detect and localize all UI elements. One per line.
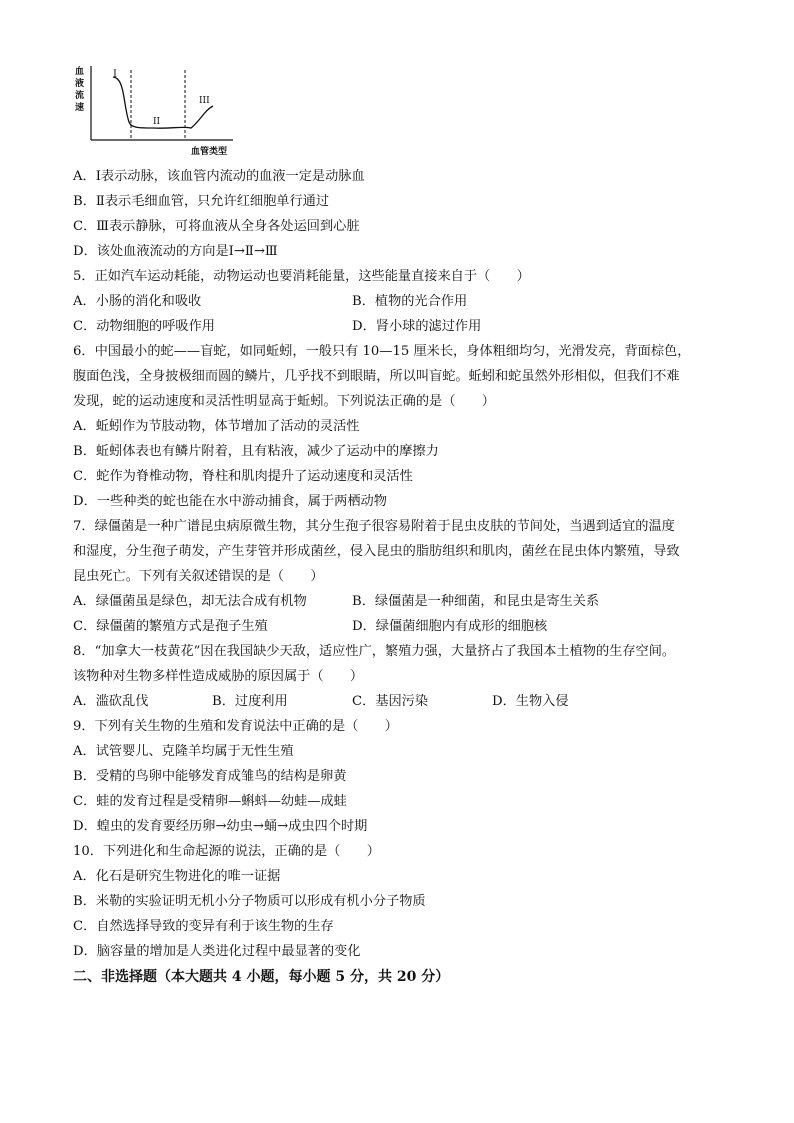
q8-option-a: A．滥砍乱伐: [73, 694, 149, 709]
q8-option-d: D．生物入侵: [492, 694, 569, 709]
q9-option-b: B．受精的鸟卵中能够发育成雏鸟的结构是卵黄: [73, 769, 347, 784]
q9-stem: 9．下列有关生物的生殖和发育说法中正确的是（ ）: [73, 719, 398, 734]
label-ii: II: [153, 117, 161, 127]
q7-stem-line: 和湿度，分生孢子萌发，产生芽管并形成菌丝，侵入昆虫的脂肪组织和肌肉，菌丝在昆虫体内繁殖，导致: [73, 544, 680, 559]
x-axis-label: 血管类型: [191, 147, 228, 157]
q10-option-c: C．自然选择导致的变异有利于该生物的生存: [73, 919, 334, 934]
q9-option-d: D．蝗虫的发育要经历卵→幼虫→蛹→成虫四个时期: [73, 819, 368, 834]
q10-option-a: A．化石是研究生物进化的唯一证据: [73, 869, 281, 884]
blood-flow-figure: [73, 62, 253, 160]
q8-stem-line: 该物种对生物多样性造成威胁的原因属于（ ）: [73, 669, 364, 684]
y-label-char: 速: [75, 103, 85, 113]
q6-stem-line: 6．中国最小的蛇——盲蛇，如同蚯蚓，一般只有 10—15 厘米长，身体粗细均匀，光滑发亮，背面棕色，: [73, 344, 691, 359]
q10-option-b: B．米勒的实验证明无机小分子物质可以形成有机小分子物质: [73, 894, 426, 909]
q5-option-d: D．肾小球的滤过作用: [352, 319, 482, 334]
q8-option-b: B．过度利用: [212, 694, 288, 709]
q9-option-c: C．蛙的发育过程是受精卵—蝌蚪—幼蛙—成蛙: [73, 794, 347, 809]
q5-stem: 5．正如汽车运动耗能，动物运动也要消耗能量，这些能量直接来自于（ ）: [73, 269, 530, 284]
q6-stem-line: 发现，蛇的运动速度和灵活性明显高于蚯蚓。下列说法正确的是（ ）: [73, 394, 495, 409]
q7-stem-line: 7．绿僵菌是一种广谱昆虫病原微生物，其分生孢子很容易附着于昆虫皮肤的节间处，当遇到适宜的温度: [73, 519, 675, 534]
q4-option-d: D．该处血液流动的方向是Ⅰ→Ⅱ→Ⅲ: [73, 244, 278, 259]
q6-option-a: A．蚯蚓作为节肢动物，体节增加了活动的灵活性: [73, 419, 360, 434]
q5-option-a: A．小肠的消化和吸收: [73, 294, 202, 309]
label-iii: III: [199, 96, 210, 106]
flow-speed-curve: [113, 77, 213, 128]
y-axis-label: [75, 65, 84, 113]
label-i: I: [113, 69, 117, 80]
q10-option-d: D．脑容量的增加是人类进化过程中最显著的变化: [73, 944, 361, 959]
q7-option-a: A．绿僵菌虽是绿色，却无法合成有机物: [73, 594, 307, 609]
q6-stem-line: 腹面色浅，全身披极细而圆的鳞片，几乎找不到眼睛，所以叫盲蛇。蚯蚓和蛇虽然外形相似，但我们不难: [73, 369, 680, 384]
q4-option-b: B．Ⅱ表示毛细血管，只允许红细胞单行通过: [73, 194, 330, 209]
q8-stem-line: 8．“加拿大一枝黄花”因在我国缺少天敌，适应性广，繁殖力强，大量挤占了我国本土植物的生存空间。: [73, 644, 676, 659]
q9-option-a: A．试管婴儿、克隆羊均属于无性生殖: [73, 744, 294, 759]
q7-option-d: D．绿僵菌细胞内有成形的细胞核: [352, 619, 548, 634]
q10-stem: 10．下列进化和生命起源的说法，正确的是（ ）: [73, 844, 380, 859]
q5-option-c: C．动物细胞的呼吸作用: [73, 319, 215, 334]
q4-option-c: C．Ⅲ表示静脉，可将血液从全身各处运回到心脏: [73, 219, 360, 234]
q5-option-b: B．植物的光合作用: [352, 294, 468, 309]
q8-option-c: C．基因污染: [352, 694, 429, 709]
y-label-char: 流: [75, 91, 85, 101]
q6-option-c: C．蛇作为脊椎动物，脊柱和肌肉提升了运动速度和灵活性: [73, 469, 413, 484]
q7-stem-line: 昆虫死亡。下列有关叙述错误的是（ ）: [73, 569, 324, 584]
q6-option-b: B．蚯蚓体表也有鳞片附着，且有粘液，减少了运动中的摩擦力: [73, 444, 439, 459]
q6-option-d: D．一些种类的蛇也能在水中游动捕食，属于两栖动物: [73, 494, 387, 509]
y-label-char: 液: [75, 79, 85, 89]
y-label-char: 血: [75, 67, 85, 77]
q4-option-a: A．Ⅰ表示动脉，该血管内流动的血液一定是动脉血: [73, 169, 365, 184]
q7-option-b: B．绿僵菌是一种细菌，和昆虫是寄生关系: [352, 594, 600, 609]
q7-option-c: C．绿僵菌的繁殖方式是孢子生殖: [73, 619, 268, 634]
section-heading: 二、非选择题（本大题共 4 小题，每小题 5 分，共 20 分）: [73, 969, 450, 985]
